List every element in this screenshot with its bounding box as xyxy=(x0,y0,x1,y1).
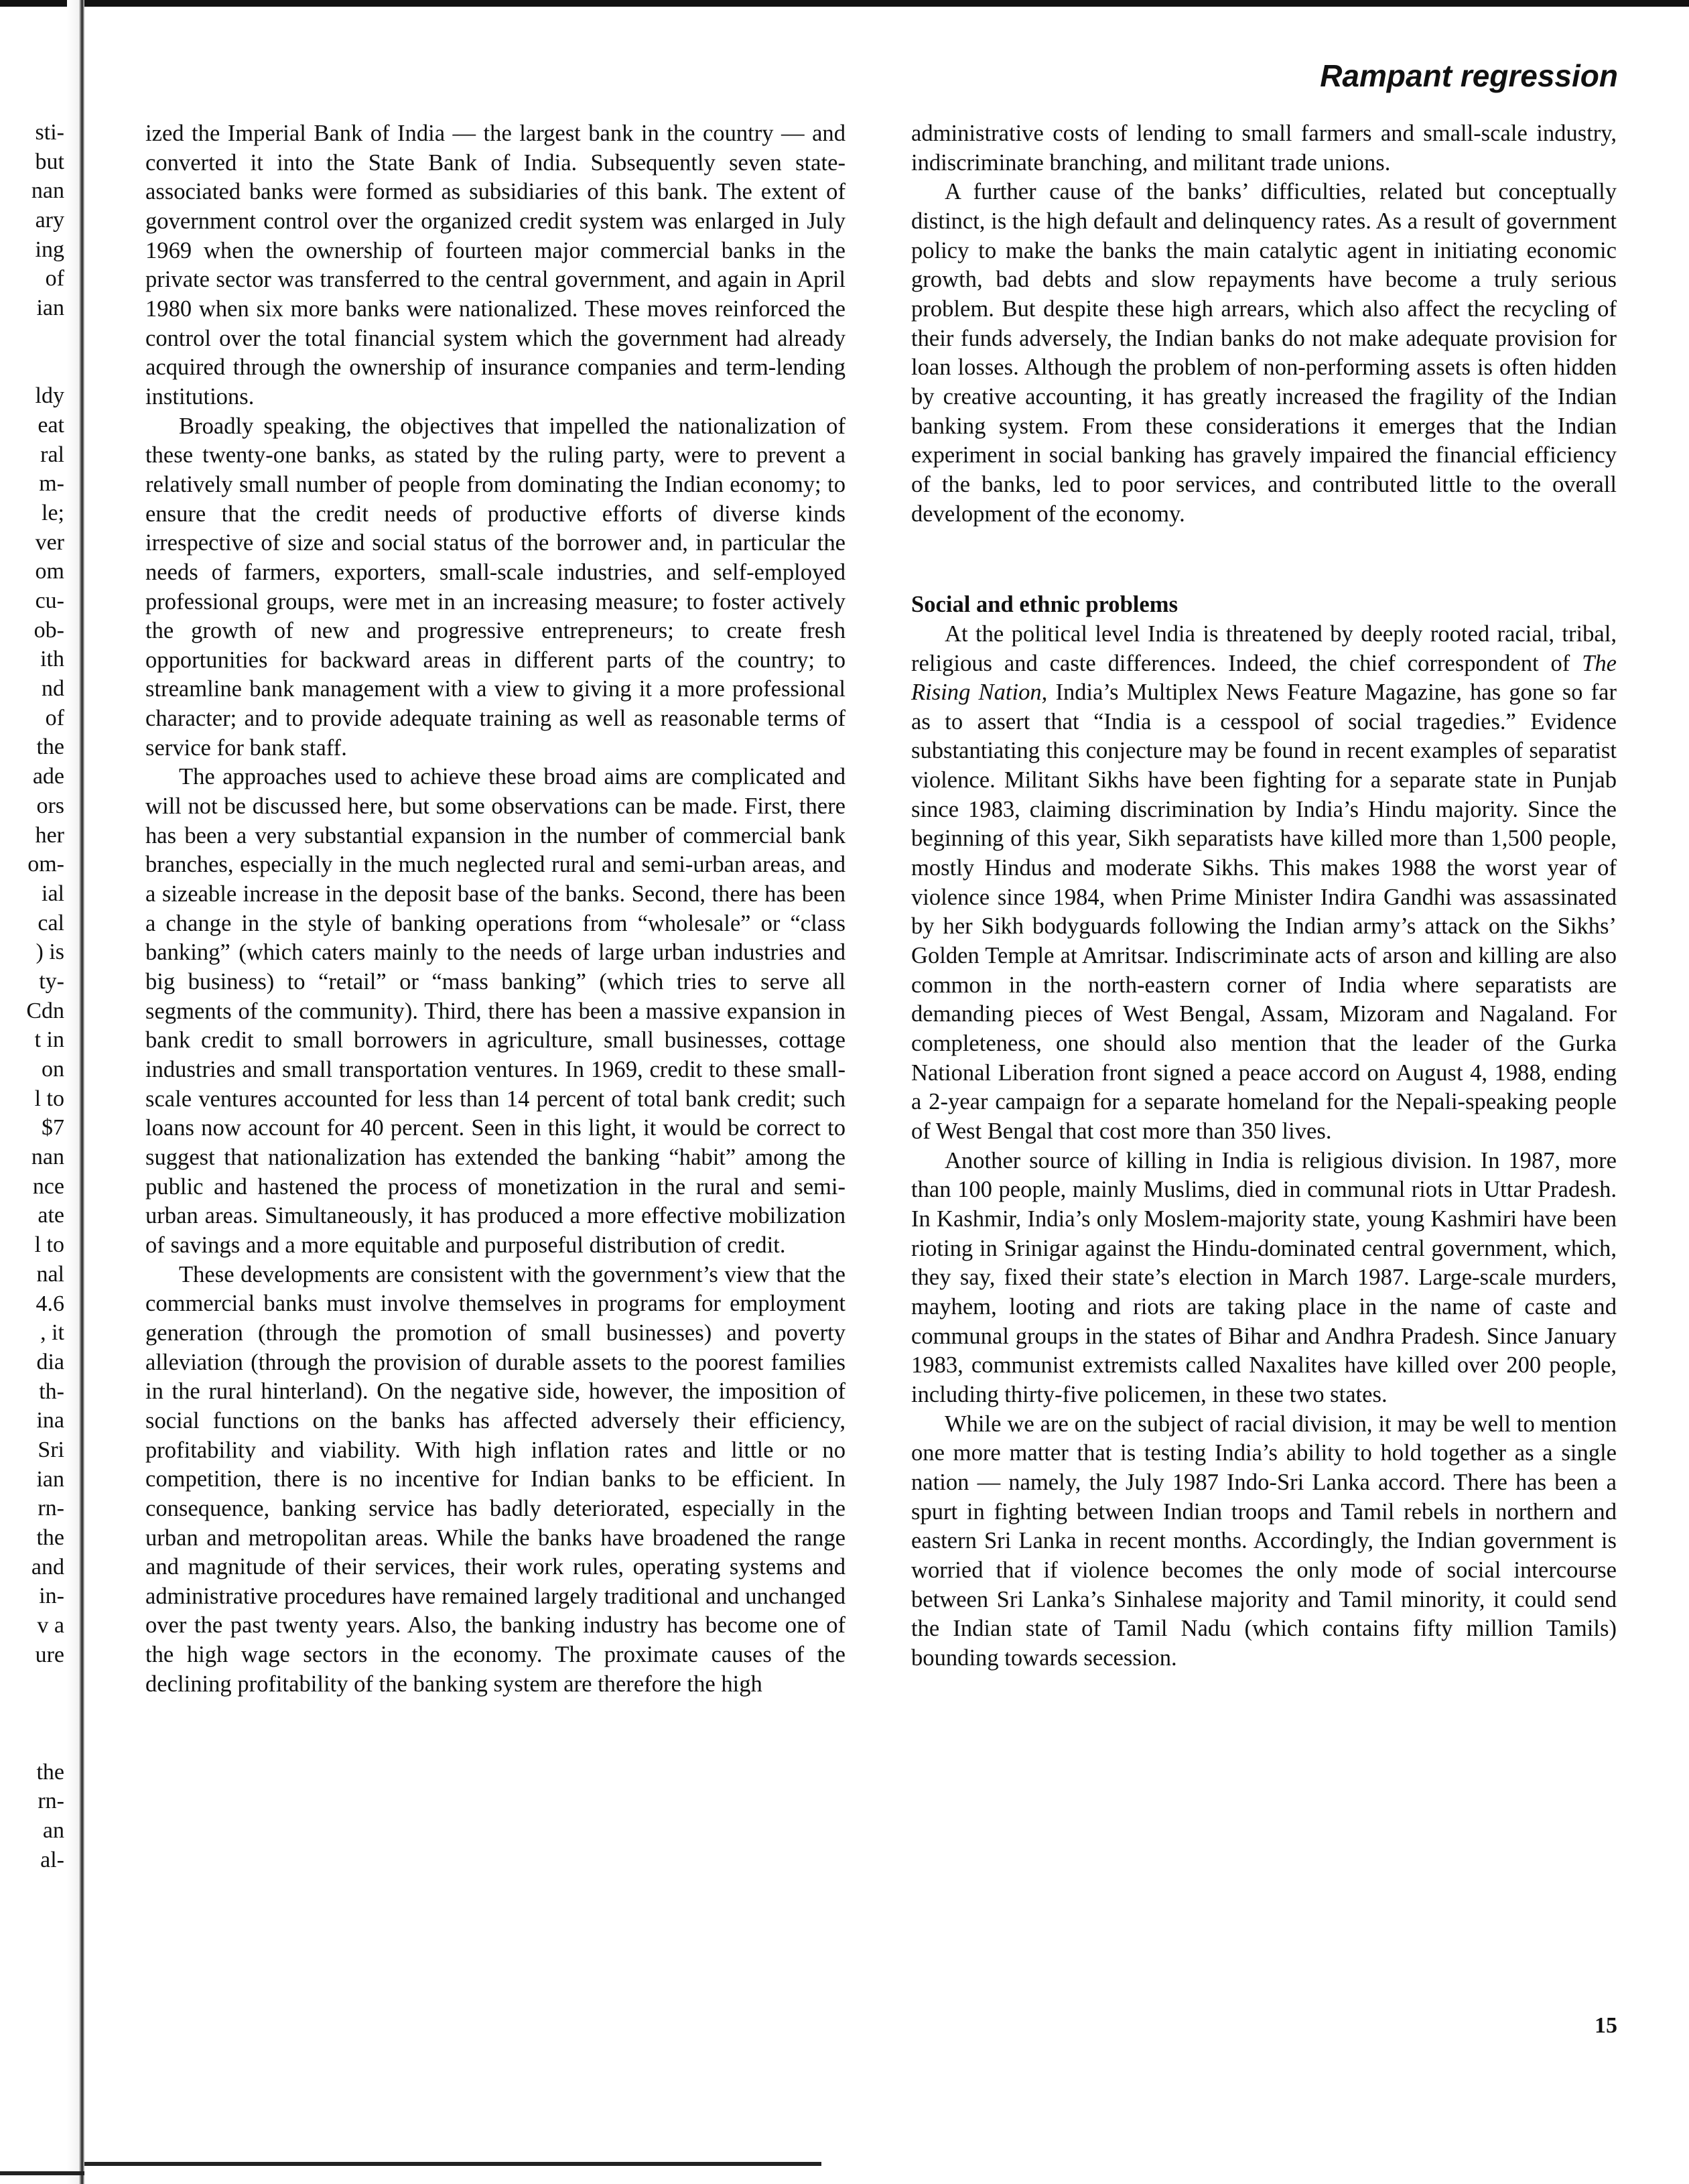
paragraph: administrative costs of lending to small farmers and small-scale industry, indiscriminate branching, and militant trade unions. xyxy=(911,121,1617,176)
running-head: Rampant regression xyxy=(1320,58,1618,93)
paragraph: A further cause of the banks’ difficulties, related but conceptually distinct, is the high default and delinquency rates. As a result of government policy to make the banks the main catalytic agent in initiating economic growth, bad debts and slow repayments have become a truly serious problem. But despite these high arrears, which also affect the recycling of their funds adversely, the Indian banks do not make adequate provision for loan losses. Although the problem of non-performing assets is often hidden by creative accounting, it has greatly increased the fragility of the Indian banking system. From these considerations it emerges that the Indian experiment in social banking has gravely impaired the financial efficiency of the banks, led to poor services, and contributed little to the overall development of the economy. xyxy=(911,179,1617,527)
fragment-line: ral xyxy=(40,442,64,467)
fragment-line xyxy=(0,352,64,382)
paragraph-text: India’s Multiplex News Feature Magazine, has gone so far as to assert that “India is a cesspool of social tragedies.” Evidence substantiating this conjecture may be found in recent examples of separatist violence. Militant Sikhs have been fighting for a separate state in Punjab since 1983, claiming discrimination by India’s Hindu majority. Since the beginning of this year, Sikh separatists have killed more than 1,500 people, mostly Hindus and moderate Sikhs. This makes 1988 the worst year of violence since 1984, when Prime Minister Indira Gandhi was assassinated by her Sikh bodyguards following the Indian army’s attack on the Sikhs’ Golden Temple at Amritsar. Indiscriminate acts of arson and killing are also common in the north-eastern corner of India where separatists are demanding pieces of West Bengal, Assam, Mizoram and Nagaland. For completeness, one should also mention that the leader of the Gurka National Liberation front signed a peace accord on August 4, 1988, ending a 2-year campaign for a separate homeland for the Nepali-speaking people of West Bengal that cost more than 350 lives. xyxy=(911,680,1617,1144)
fragment-line: cu- xyxy=(35,588,64,613)
fragment-line: Sri xyxy=(38,1437,64,1462)
fragment-line: of xyxy=(45,705,64,730)
paragraph: ized the Imperial Bank of India — the largest bank in the country — and converted it into the State Bank of India. Subsequently seven state-associated banks were formed as subsidiaries of this bank. The extent of government control over the organized credit system was enlarged in July 1969 when the ownership of fourteen major commercial banks in the private sector was transferred to the central government, and again in April 1980 when six more banks were nationalized. These moves reinforced the control over the total financial system which the government had already acquired through the ownership of insurance companies and term-lending institutions. xyxy=(145,121,846,409)
paragraph: The approaches used to achieve these broad aims are complicated and will not be discussed here, but some observations can be made. First, there has been a very substantial expansion in the number of commercial bank branches, especially in the much neglected rural and semi-urban areas, and a sizeable increase in the deposit base of the banks. Second, there has been a change in the style of banking operations from “wholesale” or “class banking” (which caters mainly to the needs of large urban industries and big business) to “retail” or “mass banking” (which tries to serve all segments of the community). Third, there has been a massive expansion in bank credit to small borrowers in agriculture, small businesses, cottage industries and small transportation ventures. In 1969, credit to these small-scale ventures accounted for less than 14 percent of total bank credit; such loans now account for 40 percent. Seen in this light, it would be correct to suggest that nationalization has extended the banking “habit” among the public and hastened the process of monetization in the rural and semi-urban areas. Simultaneously, it has produced a more effective mobilization of savings and a more equitable and purposeful distribution of credit. xyxy=(145,764,846,1258)
fragment-line xyxy=(0,323,64,352)
top-page-rule xyxy=(0,0,1689,7)
fragment-line: le; xyxy=(42,500,64,525)
fragment-line: the xyxy=(36,1759,64,1785)
fragment-line: ian xyxy=(36,1466,64,1492)
fragment-line: m- xyxy=(39,471,64,497)
fragment-line: dia xyxy=(36,1349,64,1374)
fragment-line: rn- xyxy=(38,1789,64,1814)
fragment-line: 4.6 xyxy=(36,1291,64,1316)
bottom-page-rule xyxy=(84,2162,821,2166)
text-column-left xyxy=(145,119,846,1699)
fragment-line xyxy=(0,1669,64,1699)
fragment-line: sti- xyxy=(35,120,64,145)
fragment-line: nce xyxy=(32,1173,64,1199)
fragment-line: ian xyxy=(36,296,64,321)
fragment-line: the xyxy=(36,1525,64,1550)
fragment-line: Cdn xyxy=(26,998,64,1023)
previous-page-fragment xyxy=(0,118,64,1874)
fragment-line: ors xyxy=(36,793,64,818)
fragment-line: ver xyxy=(35,529,64,555)
text-column-right xyxy=(911,119,1617,1673)
fragment-line: ty- xyxy=(39,968,64,994)
paragraph: Another source of killing in India is religious division. In 1987, more than 100 people, mainly Muslims, died in communal riots in Uttar Pradesh. In Kashmir, India’s only Moslem-majority state, young Kashmiri have been rioting in Srinigar against the Hindu-dominated central government, which, they say, fixed their state’s election in March 1987. Large-scale murders, mayhem, looting and riots are taking place in the name of caste and communal groups in the states of Bihar and Andhra Pradesh. Since January 1983, communist extremists called Naxalites have killed over 200 people, including thirty-five policemen, in these two states. xyxy=(911,1147,1617,1407)
fragment-line: , it xyxy=(40,1320,64,1346)
fragment-line: eat xyxy=(38,412,64,438)
binding-shadow xyxy=(67,0,79,2184)
fragment-line: ith xyxy=(40,647,64,672)
fragment-line: of xyxy=(45,266,64,292)
paragraph: While we are on the subject of racial division, it may be well to mention one more matter that is testing India’s ability to hold together as a single nation — namely, the July 1987 Indo-Sri Lanka accord. There has been a spurt in fighting between Indian troops and Tamil rebels in northern and eastern Sri Lanka in recent months. Accordingly, the Indian government is worried that if violence becomes the only mode of social intercourse between Sri Lanka’s Sinhalese majority and Tamil minority, it could send the Indian state of Tamil Nadu (which contains fifty million Tamils) bounding towards secession. xyxy=(911,1411,1617,1671)
paragraph-text: At the political level India is threatened by deeply rooted racial, tribal, religious and caste differences. Indeed, the chief correspondent of xyxy=(911,621,1617,676)
fragment-line: om- xyxy=(27,852,64,877)
section-heading: Social and ethnic problems xyxy=(911,592,1178,618)
publication-title: The Rising Nation, xyxy=(911,650,1617,706)
fragment-line: th- xyxy=(39,1378,64,1404)
fragment-line: nal xyxy=(36,1261,64,1287)
paragraph: Broadly speaking, the objectives that impelled the nationalization of these twenty-one banks, as stated by the ruling party, were to prevent a relatively small number of people from dominating the Indian economy; to ensure that the credit needs of productive efforts of diverse kinds irrespective of size and social status of the borrower and, in particular the needs of farmers, exporters, small-scale industries, and self-employed professional groups, were met in an increasing measure; to foster actively the growth of new and progressive entrepreneurs; to create fresh opportunities for backward areas in different parts of the country; to streamline bank management with a view to giving it a more professional character; and to provide adequate training as well as reasonable terms of service for bank staff. xyxy=(145,413,846,761)
fragment-line: nan xyxy=(31,1145,64,1170)
fragment-line: t in xyxy=(34,1027,64,1053)
fragment-line xyxy=(0,1699,64,1728)
fragment-line: om xyxy=(35,559,64,584)
fragment-line: ina xyxy=(36,1408,64,1433)
fragment-line: rn- xyxy=(38,1496,64,1521)
fragment-line: ob- xyxy=(33,617,64,643)
bottom-left-rule xyxy=(0,2171,84,2175)
fragment-line: an xyxy=(42,1817,64,1843)
fragment-line: l to xyxy=(34,1086,64,1111)
fragment-line: ing xyxy=(35,237,64,262)
page-number: 15 xyxy=(1595,2013,1617,2038)
fragment-line: in- xyxy=(39,1584,64,1609)
fragment-line: ure xyxy=(35,1642,64,1667)
fragment-line: nd xyxy=(42,676,64,702)
fragment-line: ade xyxy=(32,764,64,789)
fragment-line: al- xyxy=(40,1847,64,1872)
paragraph xyxy=(911,620,1617,1147)
book-spine xyxy=(79,0,84,2184)
fragment-line: ary xyxy=(35,208,64,233)
fragment-line: $7 xyxy=(42,1115,64,1141)
paragraph: These developments are consistent with the government’s view that the commercial banks must involve themselves in programs for employment generation (through the promotion of small businesses) and poverty alleviation (through the provision of durable assets to the poorest families in the rural hinterland). On the negative side, however, the imposition of social functions on the banks has affected adversely their efficiency, profitability and viability. With high inflation rates and little or no competition, there is no incentive for Indian banks to be efficient. In consequence, banking service has badly deteriorated, especially in the urban and metropolitan areas. While the banks have broadened the range and magnitude of their services, their work rules, operating systems and administrative procedures have remained largely traditional and unchanged over the past twenty years. Also, the banking industry has become one of the high wage sectors in the economy. The proximate causes of the declining profitability of the banking system are therefore the high xyxy=(145,1261,846,1697)
fragment-line: on xyxy=(42,1057,64,1082)
fragment-line: but xyxy=(35,149,64,174)
fragment-line: cal xyxy=(38,910,64,936)
fragment-line: ate xyxy=(38,1203,64,1228)
fragment-line: her xyxy=(35,822,64,848)
fragment-line: ial xyxy=(42,881,64,906)
fragment-line xyxy=(0,1728,64,1758)
fragment-line: l to xyxy=(34,1232,64,1258)
fragment-line: the xyxy=(36,734,64,760)
fragment-line: ldy xyxy=(35,383,64,409)
fragment-line: nan xyxy=(31,178,64,204)
fragment-line: and xyxy=(31,1554,64,1580)
fragment-line: v a xyxy=(37,1613,64,1639)
fragment-line: ) is xyxy=(36,940,64,965)
